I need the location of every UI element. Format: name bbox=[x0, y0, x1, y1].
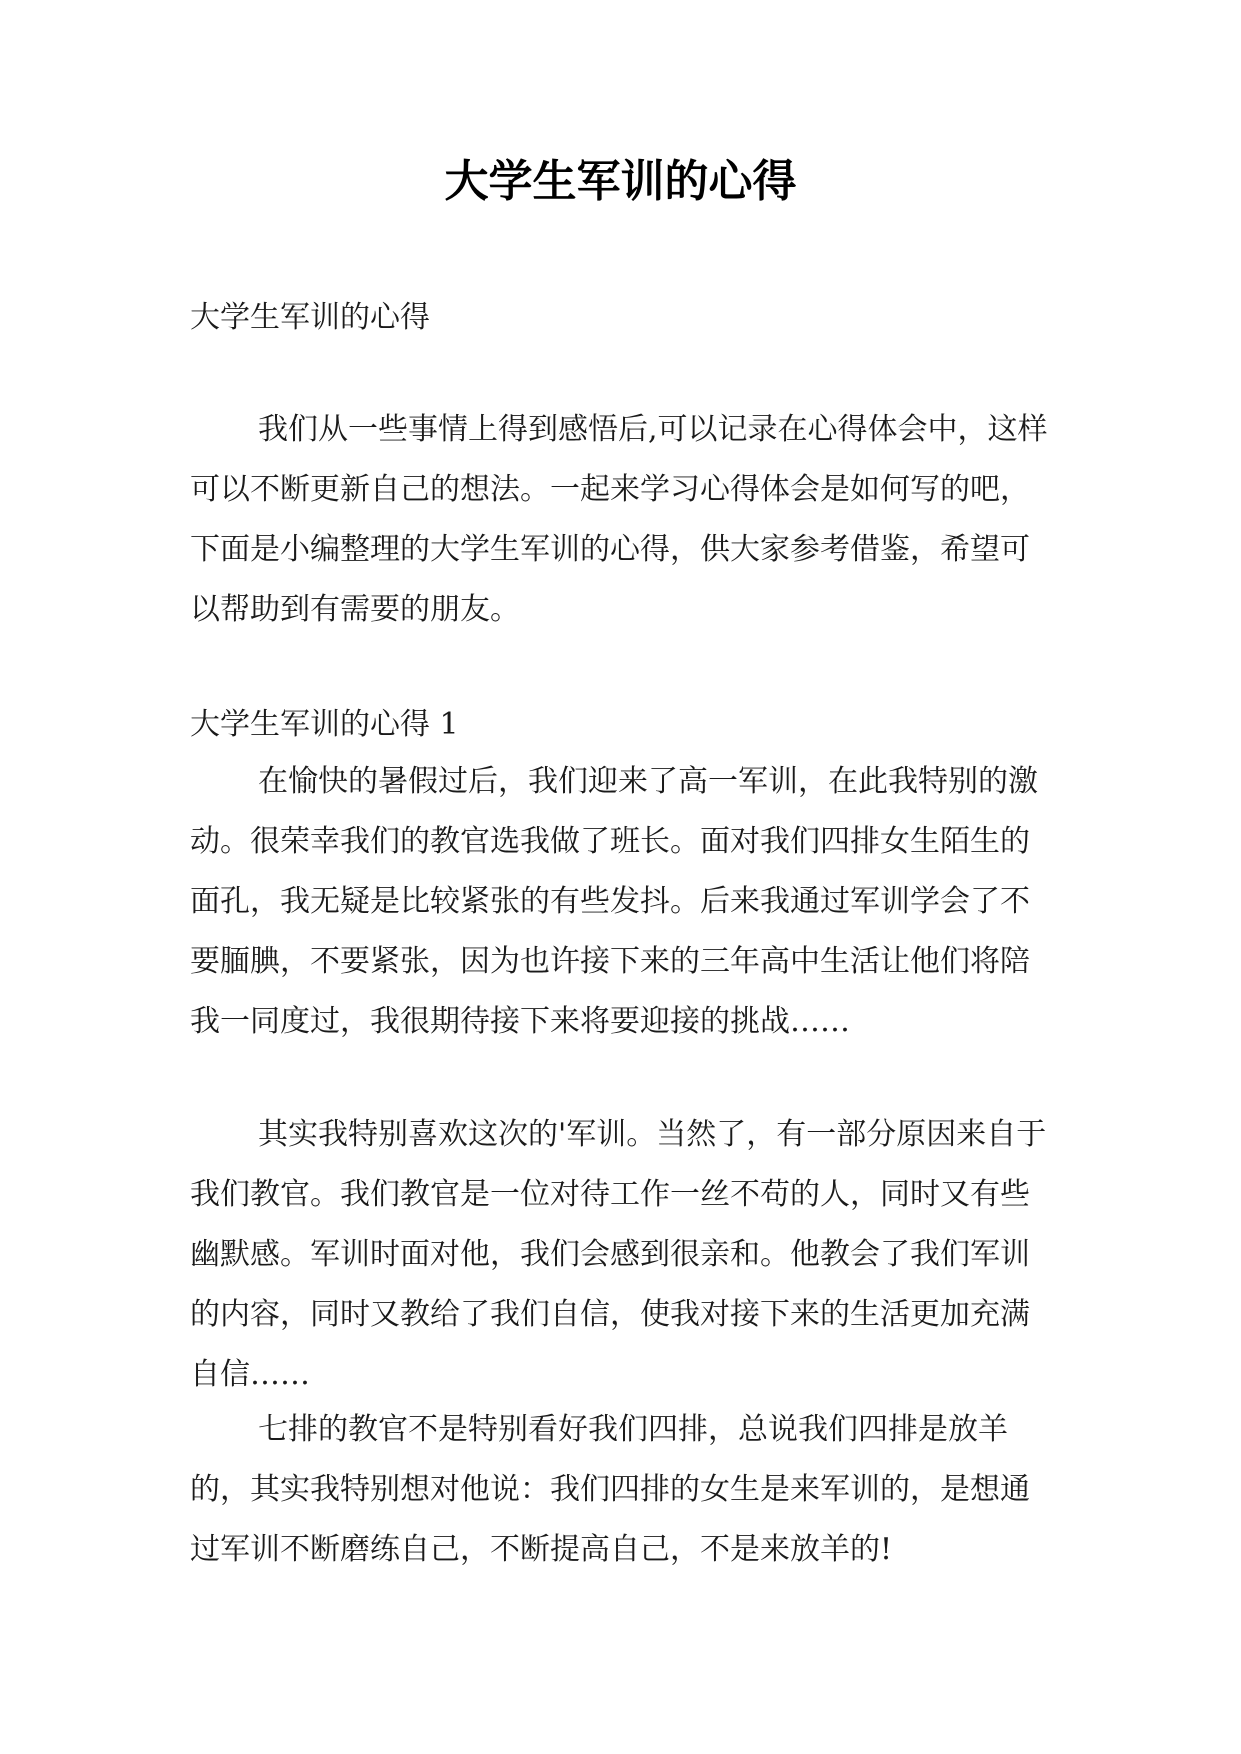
intro-paragraph: 我们从一些事情上得到感悟后,可以记录在心得体会中，这样可以不断更新自己的想法。一起来学习心得体会是如何写的吧，下面是小编整理的大学生军训的心得，供大家参考借鉴，希望可以帮助到有需要的朋友。 bbox=[190, 412, 1048, 627]
section-heading: 大学生军训的心得 1 bbox=[190, 707, 459, 742]
body-paragraph-1: 在愉快的暑假过后，我们迎来了高一军训，在此我特别的激动。很荣幸我们的教官选我做了班长。面对我们四排女生陌生的面孔，我无疑是比较紧张的有些发抖。后来我通过军训学会了不要腼腆，不要紧张，因为也许接下来的三年高中生活让他们将陪我一同度过，我很期待接下来将要迎接的挑战…… bbox=[190, 764, 1038, 1039]
document-subtitle: 大学生军训的心得 bbox=[190, 300, 430, 335]
body-paragraph-3: 七排的教官不是特别看好我们四排，总说我们四排是放羊的，其实我特别想对他说：我们四排的女生是来军训的，是想通过军训不断磨练自己，不断提高自己，不是来放羊的! bbox=[190, 1412, 1030, 1567]
document-title: 大学生军训的心得 bbox=[444, 156, 797, 207]
body-paragraph-2: 其实我特别喜欢这次的'军训。当然了，有一部分原因来自于我们教官。我们教官是一位对待工作一丝不苟的人，同时又有些幽默感。军训时面对他，我们会感到很亲和。他教会了我们军训的内容，同时又教给了我们自信，使我对接下来的生活更加充满自信…… bbox=[190, 1117, 1047, 1392]
